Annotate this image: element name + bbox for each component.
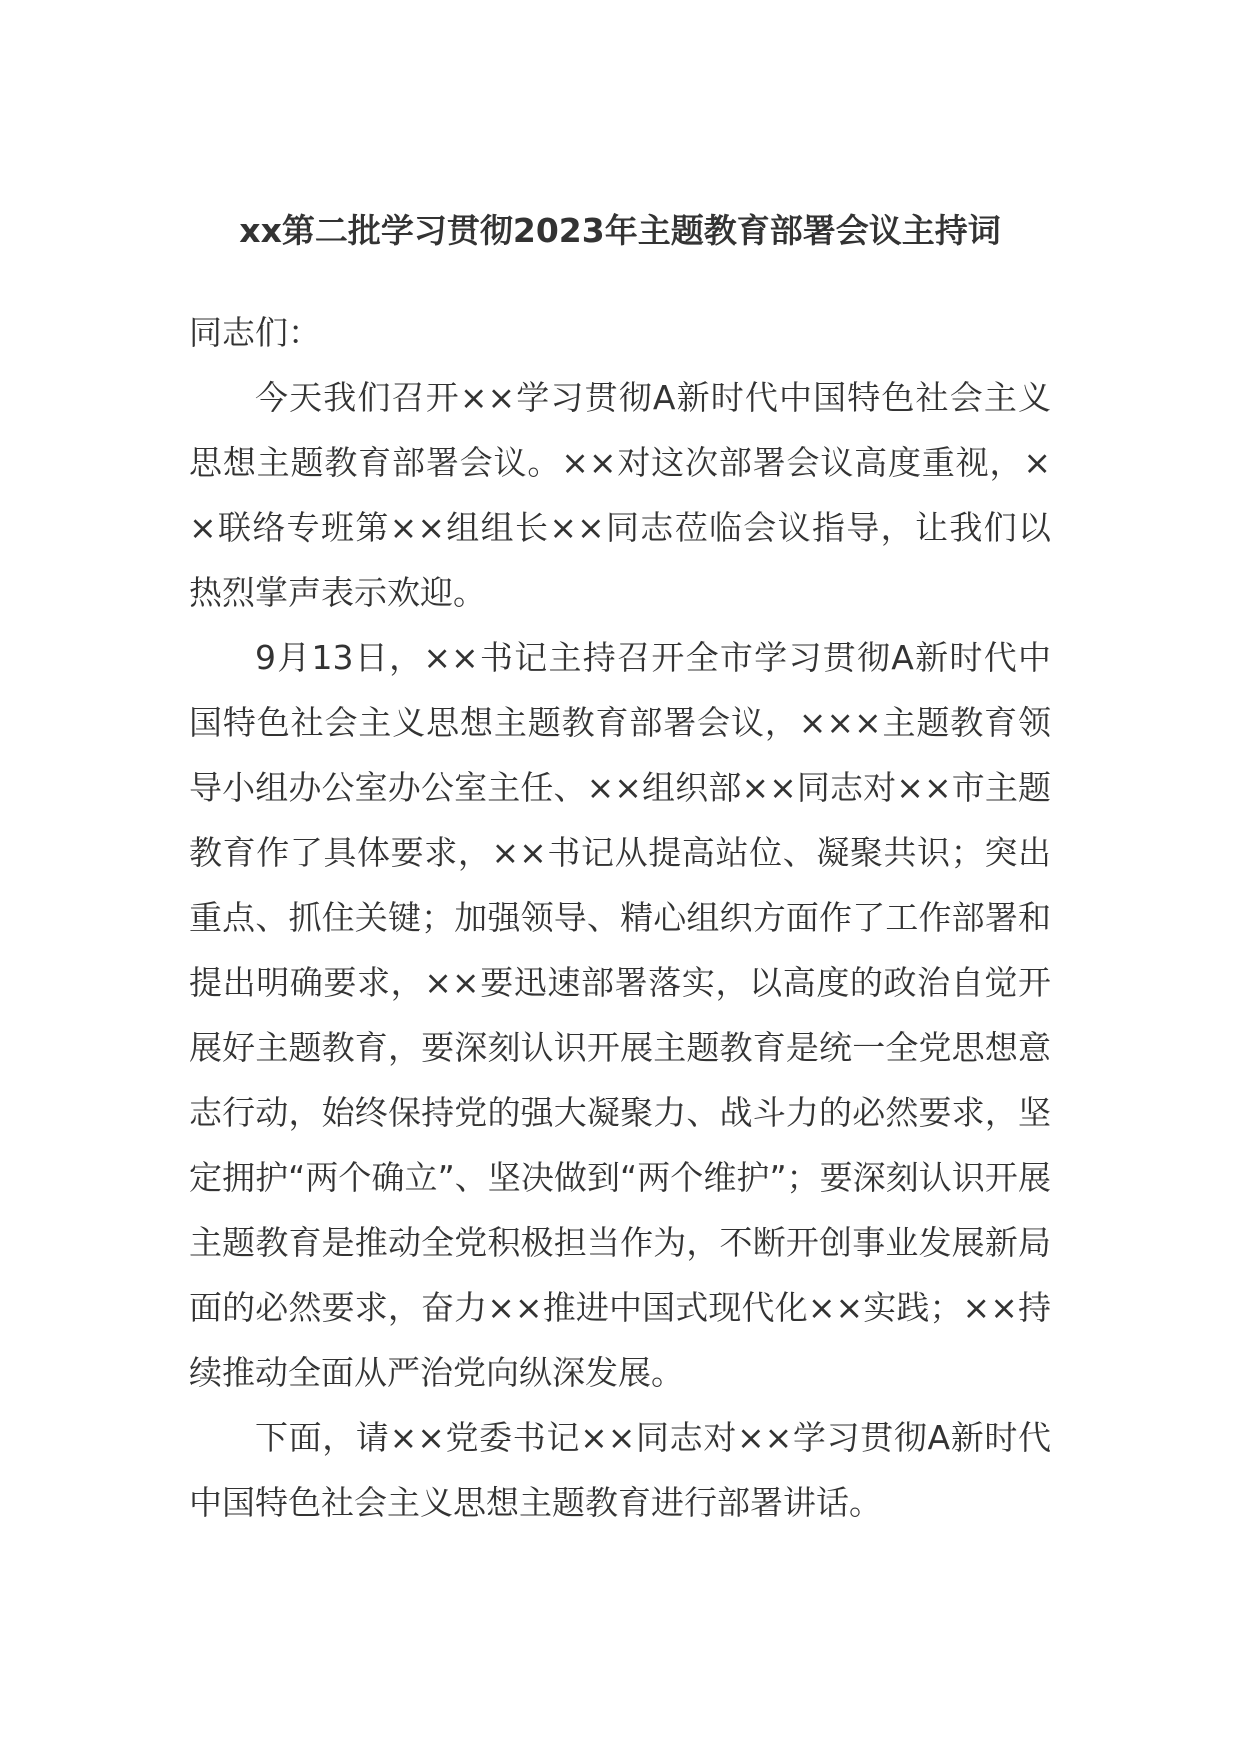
paragraph-meeting-summary: 9月13日，××书记主持召开全市学习贯彻A新时代中国特色社会主义思想主题教育部署会议，×××主题教育领导小组办公室办公室主任、××组织部××同志对××市主题教育作了具体要求，××书记从提高站位、凝聚共识；突出重点、抓住关键；加强领导、精心组织方面作了工作部署和提出明确要求，××要迅速部署落实，以高度的政治自觉开展好主题教育，要深刻认识开展主题教育是统一全党思想意志行动，始终保持党的强大凝聚力、战斗力的必然要求，坚定拥护“两个确立”、坚决做到“两个维护”；要深刻认识开展主题教育是推动全党积极担当作为，不断开创事业发展新局面的必然要求，奋力××推进中国式现代化××实践；××持续推动全面从严治党向纵深发展。	[189, 638, 1051, 1392]
document-body	[189, 300, 1051, 1535]
paragraph-opening: 今天我们召开××学习贯彻A新时代中国特色社会主义思想主题教育部署会议。××对这次部署会议高度重视，××联络专班第××组组长××同志莅临会议指导，让我们以热烈掌声表示欢迎。	[189, 378, 1051, 612]
salutation: 同志们：	[189, 313, 321, 352]
paragraph-closing: 下面，请××党委书记××同志对××学习贯彻A新时代中国特色社会主义思想主题教育进行部署讲话。	[189, 1418, 1051, 1522]
document-title: xx第二批学习贯彻2023年主题教育部署会议主持词	[239, 211, 1001, 250]
